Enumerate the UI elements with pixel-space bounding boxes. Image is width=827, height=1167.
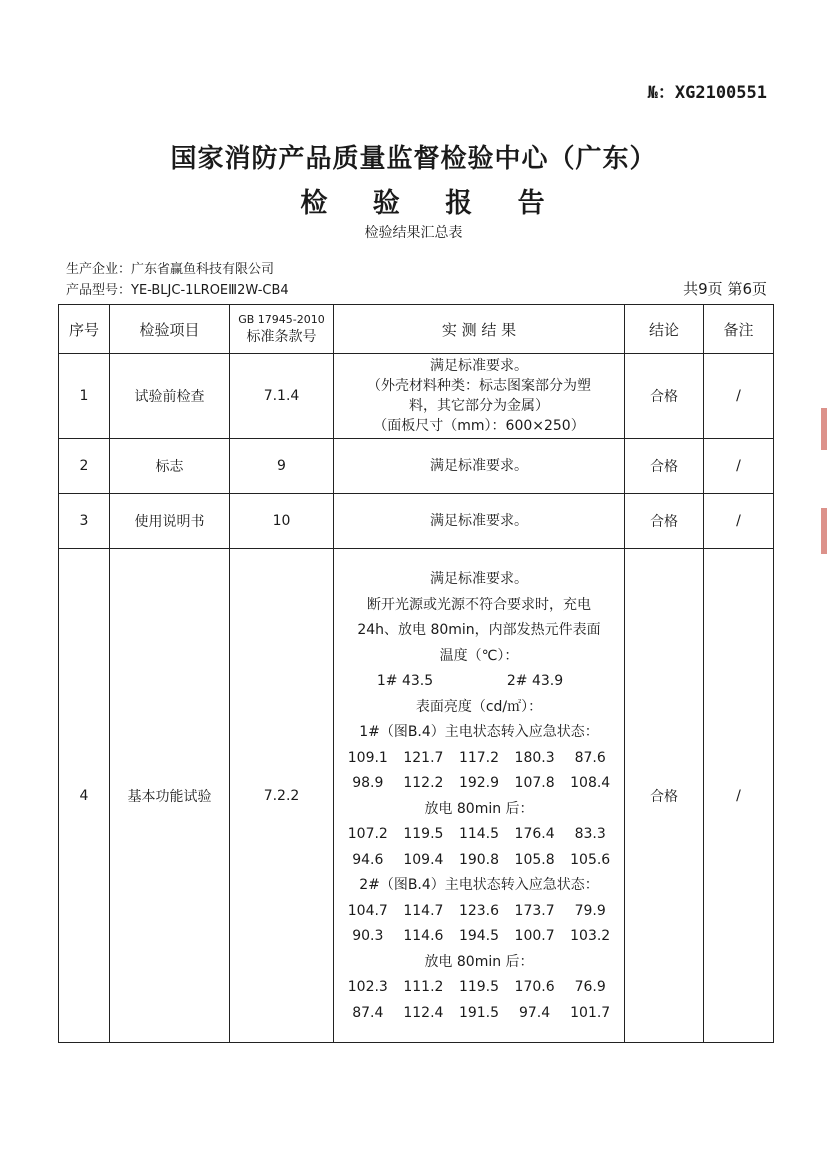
brightness-value: 87.4 [352,1004,384,1021]
brightness-value: 83.3 [574,826,606,842]
brightness-value: 112.2 [403,775,444,791]
brightness-values [340,899,618,925]
cell-remark: / [704,549,774,1043]
brightness-value: 107.8 [514,775,555,791]
brightness-value: 117.2 [458,749,500,766]
brightness-value: 79.9 [574,902,606,919]
report-number: №：XG2100551 [647,83,767,103]
cell-seq: 1 [59,354,110,439]
brightness-value: 76.9 [574,979,606,995]
brightness-value: 108.4 [570,775,611,791]
header-remark: 备注 [704,305,774,354]
brightness-values [340,975,618,1001]
brightness-value: 107.2 [347,826,388,842]
header-seq: 序号 [59,305,110,354]
discharge-label: 放电 80min 后： [424,800,534,817]
page-indicator: 共9页 第6页 [683,280,767,298]
brightness-value: 90.3 [352,928,384,944]
cell-result: 满足标准要求。 [334,439,625,494]
sample-2-title: 2#（图B.4）主电状态转入应急状态： [359,877,599,893]
cell-item: 基本功能试验 [110,549,230,1043]
cell-result [334,354,625,439]
brightness-values [340,1001,618,1027]
result-line: （外壳材料种类：标志图案部分为塑 [367,378,591,394]
cell-remark: / [704,439,774,494]
cell-result: 满足标准要求。 [334,494,625,549]
seal-edge-mark [821,508,827,554]
table-row [59,439,774,494]
cell-item: 试验前检查 [110,354,230,439]
header-item: 检验项目 [110,305,230,354]
brightness-value: 194.5 [458,928,500,944]
brightness-value: 105.6 [570,851,611,868]
brightness-value: 190.8 [458,851,500,868]
brightness-values [340,822,618,848]
brightness-value: 176.4 [514,826,555,842]
standard-code: GB 17945-2010 [238,312,325,326]
brightness-value: 112.4 [403,1004,444,1021]
brightness-value: 192.9 [458,775,500,791]
brightness-value: 101.7 [570,1004,611,1021]
cell-seq: 3 [59,494,110,549]
manufacturer: 生产企业：广东省赢鱼科技有限公司 [66,262,275,277]
result-line: 断开光源或光源不符合要求时，充电 [367,596,591,613]
brightness-value: 191.5 [458,1004,500,1021]
cell-conclusion: 合格 [625,439,704,494]
brightness-value: 105.8 [514,851,555,868]
header-standard [230,305,334,354]
cell-conclusion: 合格 [625,549,704,1043]
brightness-values [340,771,618,797]
brightness-value: 123.6 [458,902,500,919]
brightness-values [340,848,618,874]
table-header-row [59,305,774,354]
brightness-value: 114.6 [403,928,444,944]
cell-clause: 9 [230,439,334,494]
brightness-value: 111.2 [403,979,444,995]
discharge-label: 放电 80min 后： [424,953,534,970]
report-title: 检 验 报 告 [300,188,563,219]
brightness-value: 170.6 [514,979,555,995]
result-line: 满足标准要求。 [430,358,528,374]
brightness-value: 97.4 [518,1004,551,1021]
brightness-value: 109.4 [403,851,444,868]
cell-conclusion: 合格 [625,354,704,439]
results-table [58,304,774,1043]
brightness-value: 102.3 [347,979,388,995]
result-line: （面板尺寸（mm）：600×250） [373,418,585,434]
report-subtitle: 检验结果汇总表 [364,225,463,241]
product-model: 产品型号：YE-BLJC-1LROEⅢ2W-CB4 [66,283,289,298]
result-line: 料，其它部分为金属） [409,398,549,414]
brightness-value: 114.5 [458,826,500,842]
cell-remark: / [704,494,774,549]
brightness-value: 119.5 [458,979,500,995]
cell-item: 使用说明书 [110,494,230,549]
cell-clause: 10 [230,494,334,549]
brightness-value: 180.3 [514,749,555,766]
table-row [59,354,774,439]
result-line: 温度（℃）： [439,647,519,664]
temperature-value: 1# 43.5 [376,673,434,689]
brightness-value: 87.6 [574,749,606,766]
sample-1-title: 1#（图B.4）主电状态转入应急状态： [359,724,599,740]
brightness-value: 173.7 [514,902,555,919]
table-row [59,494,774,549]
temperature-values [340,669,618,695]
standard-clause-label: 标准条款号 [246,328,317,345]
brightness-value: 109.1 [347,749,388,766]
cell-clause: 7.2.2 [230,549,334,1043]
header-conclusion: 结论 [625,305,704,354]
result-line: 24h、放电 80min，内部发热元件表面 [357,622,601,638]
cell-seq: 2 [59,439,110,494]
organization-title: 国家消防产品质量监督检验中心（广东） [170,144,657,174]
seal-edge-mark [821,408,827,450]
header-result: 实 测 结 果 [334,305,625,354]
brightness-value: 94.6 [352,851,384,868]
temperature-value: 2# 43.9 [506,673,564,689]
brightness-value: 103.2 [570,928,611,944]
cell-remark: / [704,354,774,439]
brightness-values [340,746,618,772]
cell-clause: 7.1.4 [230,354,334,439]
cell-item: 标志 [110,439,230,494]
brightness-title: 表面亮度（cd/㎡）： [415,698,543,715]
result-line: 满足标准要求。 [430,571,528,587]
brightness-value: 114.7 [403,902,444,919]
cell-result [334,549,625,1043]
brightness-value: 121.7 [403,749,444,766]
cell-conclusion: 合格 [625,494,704,549]
brightness-value: 104.7 [347,902,388,919]
brightness-value: 119.5 [403,826,444,842]
cell-seq: 4 [59,549,110,1043]
brightness-value: 100.7 [514,928,555,944]
brightness-values [340,924,618,950]
table-row [59,549,774,1043]
brightness-value: 98.9 [352,775,384,791]
